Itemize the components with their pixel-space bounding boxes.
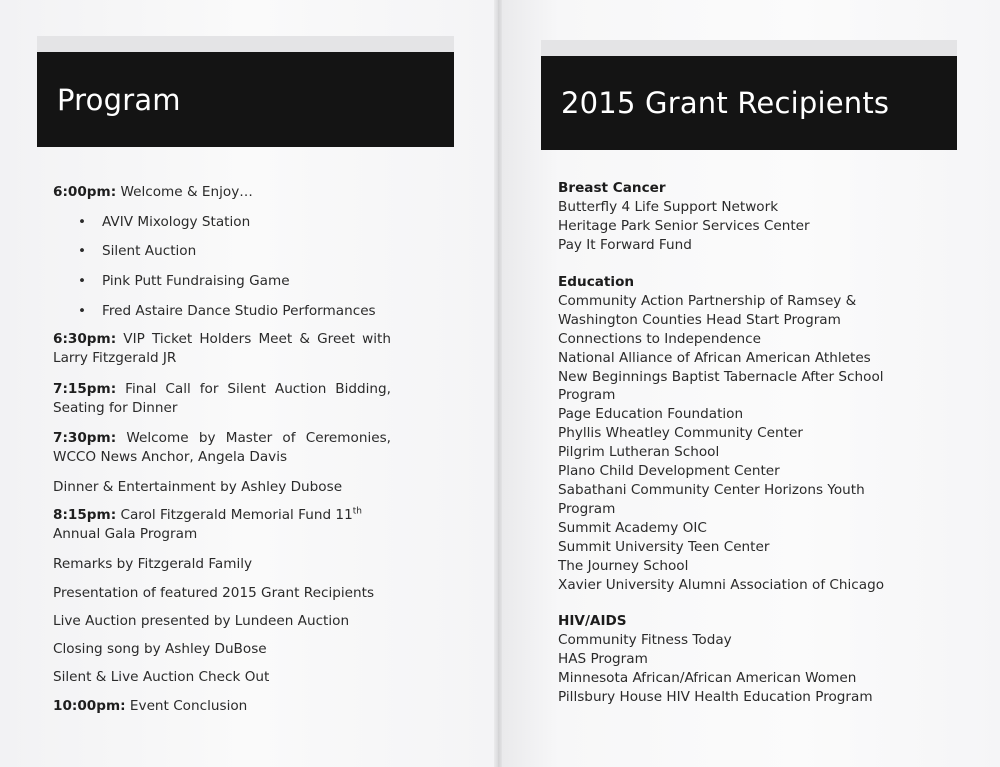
bullet-text: AVIV Mixology Station bbox=[102, 214, 251, 230]
program-item-gala bbox=[53, 506, 391, 544]
recipient-item: Plano Child Development Center bbox=[558, 463, 780, 480]
item-text: Event Conclusion bbox=[125, 698, 248, 714]
recipient-item: Connections to Independence bbox=[558, 330, 761, 347]
program-item-remarks bbox=[53, 555, 391, 574]
recipient-item: Minnesota African/African American Women bbox=[558, 669, 857, 686]
recipient-item: Summit Academy OIC bbox=[558, 519, 707, 536]
time-label: 10:00pm: bbox=[53, 698, 126, 714]
item-text: Annual Gala Program bbox=[53, 526, 198, 542]
section-heading: Education bbox=[558, 274, 635, 290]
recipient-item: New Beginnings Baptist Tabernacle After School bbox=[558, 368, 884, 385]
recipient-item: Pillsbury House HIV Health Education Program bbox=[558, 688, 873, 705]
bullet-text: Fred Astaire Dance Studio Performances bbox=[102, 303, 376, 319]
program-item-vip bbox=[53, 330, 391, 368]
item-text: VIP Ticket Holders Meet & Greet with Larry Fitzgerald JR bbox=[53, 331, 391, 366]
time-label: 8:15pm: bbox=[53, 507, 117, 523]
page-fold bbox=[494, 0, 502, 767]
program-item-presentation bbox=[53, 584, 391, 603]
bullet-icon: • bbox=[78, 303, 87, 319]
bullet-text: Silent Auction bbox=[102, 243, 197, 259]
recipient-item: Phyllis Wheatley Community Center bbox=[558, 425, 803, 442]
recipient-item: Summit University Teen Center bbox=[558, 538, 770, 555]
section-heading: Breast Cancer bbox=[558, 180, 666, 196]
program-header bbox=[37, 52, 454, 147]
recipient-item: Sabathani Community Center Horizons Youth bbox=[558, 481, 865, 498]
recipient-item: The Journey School bbox=[558, 557, 689, 574]
recipient-item: Program bbox=[558, 387, 616, 404]
item-text: Silent & Live Auction Check Out bbox=[53, 669, 270, 685]
recipients-title: 2015 Grant Recipients bbox=[561, 86, 890, 120]
section-breast-cancer bbox=[558, 179, 888, 255]
item-text: Closing song by Ashley DuBose bbox=[53, 641, 267, 657]
program-item-checkout bbox=[53, 668, 391, 687]
recipient-item: National Alliance of African American Athletes bbox=[558, 349, 871, 366]
program-item-dinner bbox=[53, 478, 391, 497]
item-text: Dinner & Entertainment by Ashley Dubose bbox=[53, 479, 343, 495]
program-item-closing-song bbox=[53, 640, 391, 659]
bullet-text: Pink Putt Fundraising Game bbox=[102, 273, 290, 289]
recipient-item: Washington Counties Head Start Program bbox=[558, 311, 841, 328]
bullet-icon: • bbox=[78, 243, 87, 259]
program-title: Program bbox=[57, 82, 181, 117]
time-label: 7:30pm: bbox=[53, 430, 117, 446]
bullet-icon: • bbox=[78, 273, 87, 289]
section-hiv-aids bbox=[558, 612, 888, 707]
program-item-welcome bbox=[53, 183, 391, 202]
item-text: Presentation of featured 2015 Grant Recipients bbox=[53, 585, 375, 601]
recipient-item: Community Action Partnership of Ramsey & bbox=[558, 292, 857, 309]
recipient-item: HAS Program bbox=[558, 650, 648, 667]
recipient-item: Heritage Park Senior Services Center bbox=[558, 217, 810, 234]
program-item-conclusion bbox=[53, 697, 391, 716]
recipient-item: Pay It Forward Fund bbox=[558, 236, 692, 253]
bullet-icon: • bbox=[78, 214, 87, 230]
program-item-live-auction bbox=[53, 612, 391, 631]
recipient-item: Pilgrim Lutheran School bbox=[558, 444, 720, 461]
item-text: Remarks by Fitzgerald Family bbox=[53, 556, 253, 572]
program-item-final-call bbox=[53, 380, 391, 418]
recipient-item: Butterfly 4 Life Support Network bbox=[558, 198, 779, 215]
item-text: Welcome by Master of Ceremonies, WCCO News Anchor, Angela Davis bbox=[53, 430, 391, 465]
recipient-item: Xavier University Alumni Association of Chicago bbox=[558, 576, 885, 593]
program-item-mc bbox=[53, 429, 391, 467]
item-text: Live Auction presented by Lundeen Auction bbox=[53, 613, 350, 629]
section-heading: HIV/AIDS bbox=[558, 613, 627, 629]
recipient-item: Community Fitness Today bbox=[558, 631, 732, 648]
time-label: 6:00pm: bbox=[53, 184, 117, 200]
ordinal-suffix: th bbox=[352, 506, 362, 517]
right-header-strip bbox=[541, 40, 957, 56]
item-text: Welcome & Enjoy… bbox=[116, 184, 253, 200]
time-label: 7:15pm: bbox=[53, 381, 117, 397]
item-text: Final Call for Silent Auction Bidding, Seating for Dinner bbox=[53, 381, 391, 416]
recipient-item: Program bbox=[558, 500, 616, 517]
recipients-header bbox=[541, 56, 957, 150]
section-education bbox=[558, 273, 888, 594]
recipient-item: Page Education Foundation bbox=[558, 406, 744, 423]
item-text: Carol Fitzgerald Memorial Fund 11 bbox=[116, 507, 353, 523]
time-label: 6:30pm: bbox=[53, 331, 117, 347]
left-header-strip bbox=[37, 36, 454, 52]
